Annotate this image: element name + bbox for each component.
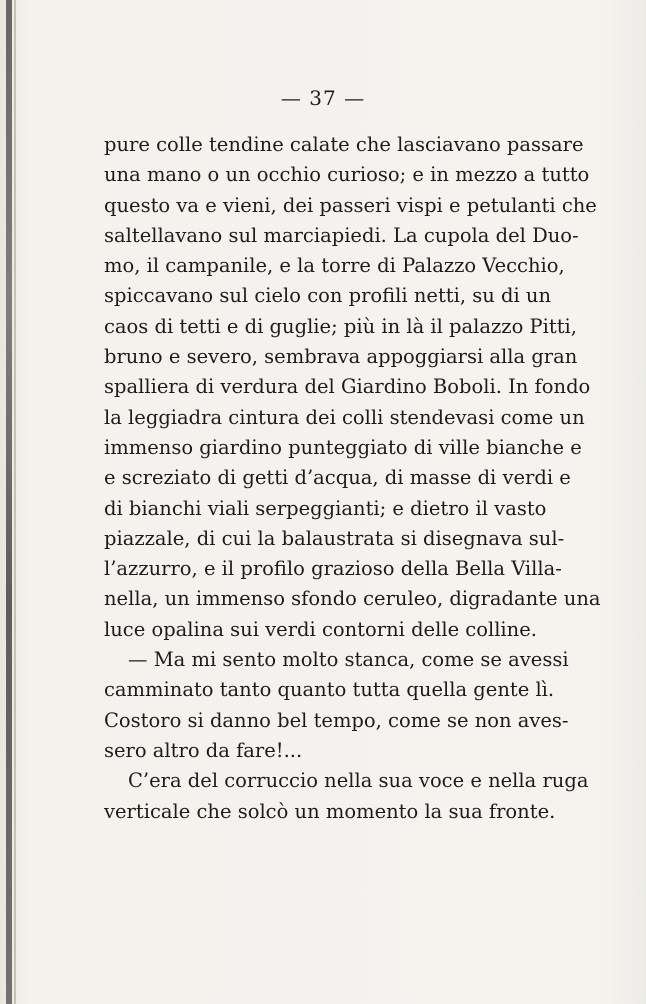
body-text xyxy=(104,130,601,827)
text-line: C’era del corruccio nella sua voce e nella ruga xyxy=(128,769,589,793)
text-line: una mano o un occhio curioso; e in mezzo a tutto xyxy=(104,163,590,187)
text-line: caos di tetti e di guglie; più in là il palazzo Pitti, xyxy=(104,314,577,338)
binding-shadow xyxy=(14,0,16,1004)
text-line: nella, un immenso sfondo ceruleo, digradante una xyxy=(104,587,601,611)
page-number: — 37 — xyxy=(280,86,366,110)
text-line: camminato tanto quanto tutta quella gente lì. xyxy=(104,678,555,702)
text-line: pure colle tendine calate che lasciavano passare xyxy=(104,133,584,156)
text-line: saltellavano sul marciapiedi. La cupola del Duo- xyxy=(104,223,579,247)
binding-edge xyxy=(6,0,12,1004)
text-line: sero altro da fare!... xyxy=(104,738,303,762)
text-line: spalliera di verdura del Giardino Boboli. In fondo xyxy=(104,375,591,399)
text-line: mo, il campanile, e la torre di Palazzo Vecchio, xyxy=(104,254,565,278)
text-line: la leggiadra cintura dei colli stendevasi come un xyxy=(104,405,585,429)
text-line: immenso giardino punteggiato di ville bianche e xyxy=(104,435,582,459)
text-line: verticale che solcò un momento la sua fronte. xyxy=(104,799,556,823)
text-line: spiccavano sul cielo con profili netti, su di un xyxy=(104,284,552,308)
text-line: Costoro si danno bel tempo, come se non aves- xyxy=(104,708,569,732)
text-line: — Ma mi sento molto stanca, come se avessi xyxy=(128,648,569,672)
text-line: questo va e vieni, dei passeri vispi e petulanti che xyxy=(104,193,597,217)
text-line: di bianchi viali serpeggianti; e dietro il vasto xyxy=(104,496,547,520)
text-line: bruno e severo, sembrava appoggiarsi alla gran xyxy=(104,345,578,369)
text-line: piazzale, di cui la balaustrata si disegnava sul- xyxy=(104,526,565,550)
text-line: l’azzurro, e il profilo grazioso della Bella Villa- xyxy=(104,557,562,581)
text-line: e screziato di getti d’acqua, di masse di verdi e xyxy=(104,466,571,490)
text-line: luce opalina sui verdi contorni delle colline. xyxy=(104,617,537,641)
